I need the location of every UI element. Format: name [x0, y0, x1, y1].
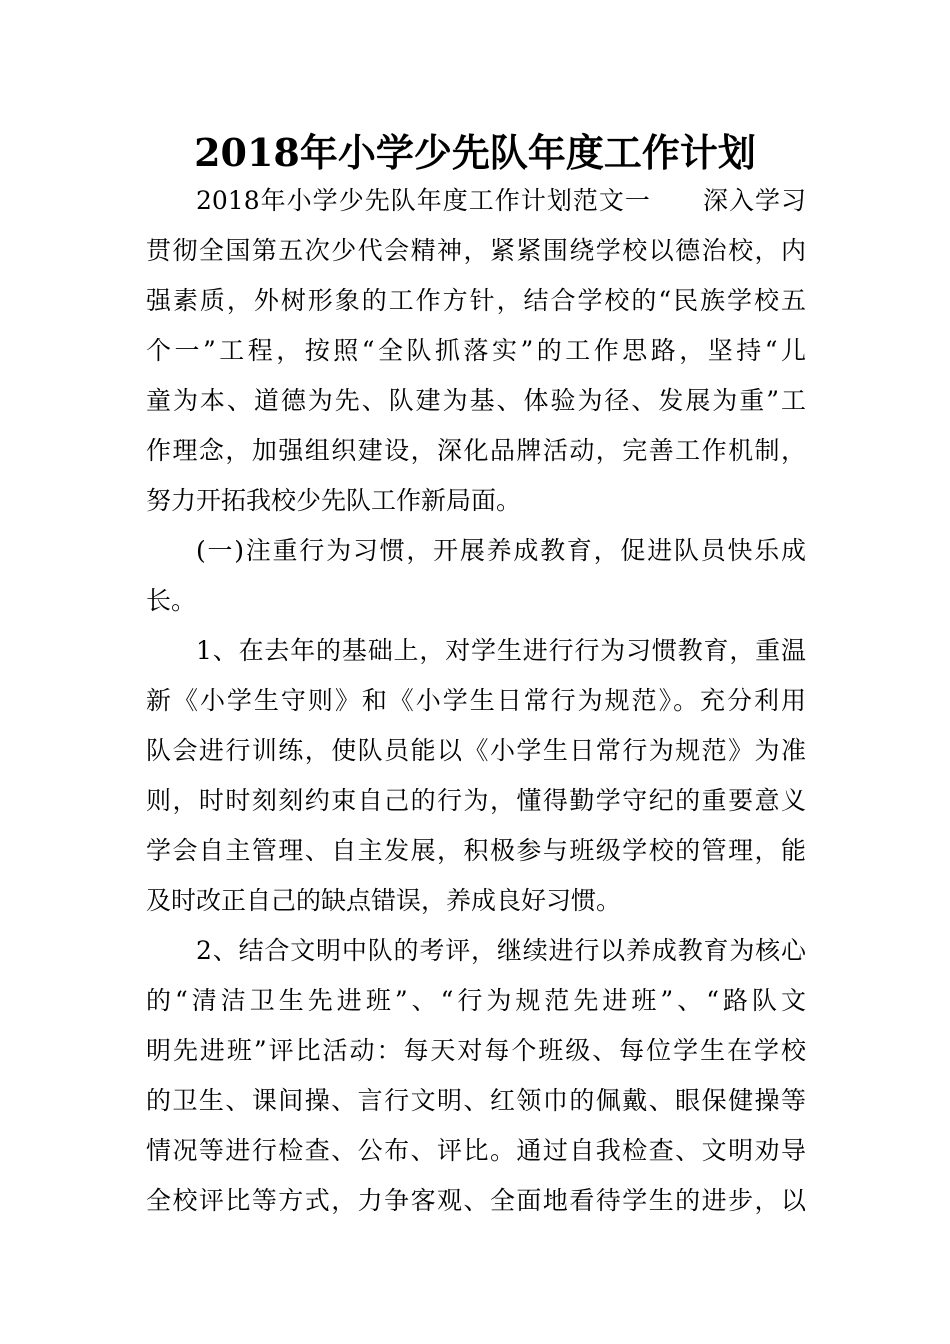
paragraph-line: 1、在去年的基础上，对学生进行行为习惯教育，重温 [196, 636, 806, 665]
paragraph-line: 全校评比等方式，力争客观、全面地看待学生的进步，以 [146, 1186, 806, 1215]
paragraph-line: 童为本、道德为先、队建为基、体验为径、发展为重”工 [146, 386, 806, 415]
paragraph-line: 的卫生、课间操、言行文明、红领巾的佩戴、眼保健操等 [146, 1086, 806, 1115]
paragraph-line: 2、结合文明中队的考评，继续进行以养成教育为核心 [196, 936, 806, 965]
paragraph-line: 贯彻全国第五次少代会精神，紧紧围绕学校以德治校，内 [146, 236, 806, 265]
paragraph-line: 强素质，外树形象的工作方针，结合学校的“民族学校五 [146, 286, 806, 315]
paragraph-line: 新《小学生守则》和《小学生日常行为规范》。充分利用 [146, 686, 806, 715]
paragraph-line: (一)注重行为习惯，开展养成教育，促进队员快乐成 [196, 536, 806, 565]
paragraph-line: 努力开拓我校少先队工作新局面。 [146, 486, 522, 515]
paragraph-line: 2018年小学少先队年度工作计划范文一 深入学习 [196, 186, 806, 215]
paragraph-line: 队会进行训练，使队员能以《小学生日常行为规范》为准 [146, 736, 806, 765]
document-title: 2018年小学少先队年度工作计划 [194, 130, 756, 175]
paragraph-line: 明先进班”评比活动：每天对每个班级、每位学生在学校 [146, 1036, 806, 1065]
paragraph-line: 长。 [146, 586, 197, 615]
paragraph-line: 情况等进行检查、公布、评比。通过自我检查、文明劝导 [146, 1136, 806, 1165]
paragraph-line: 则，时时刻刻约束自己的行为，懂得勤学守纪的重要意义 [146, 786, 806, 815]
paragraph-line: 作理念，加强组织建设，深化品牌活动，完善工作机制， [146, 436, 806, 465]
paragraph-line: 的“清洁卫生先进班”、“行为规范先进班”、“路队文 [146, 986, 806, 1015]
paragraph-line: 个一”工程，按照“全队抓落实”的工作思路，坚持“儿 [146, 336, 806, 365]
paragraph-line: 学会自主管理、自主发展，积极参与班级学校的管理，能 [146, 836, 806, 865]
paragraph-line: 及时改正自己的缺点错误，养成良好习惯。 [146, 886, 622, 915]
